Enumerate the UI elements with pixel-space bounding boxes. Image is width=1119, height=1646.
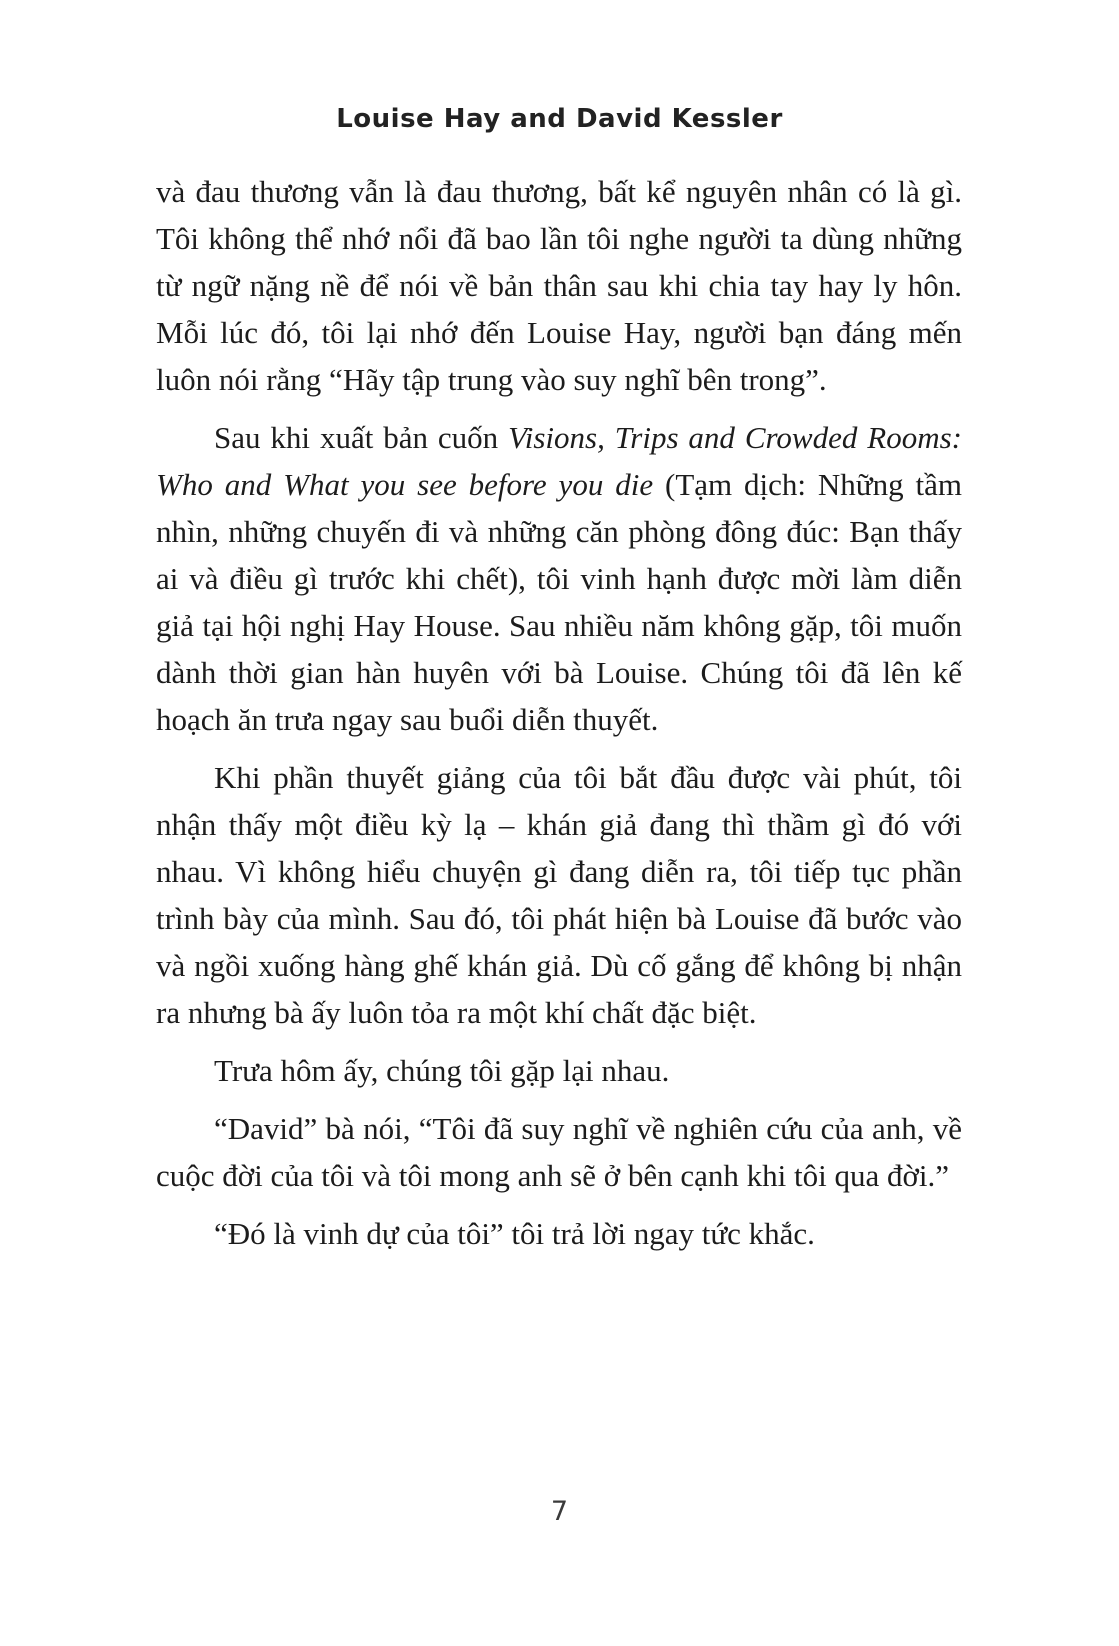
paragraph-2-lead: Sau khi xuất bản cuốn	[214, 420, 509, 455]
paragraph-2	[156, 414, 962, 743]
running-header: Louise Hay and David Kessler	[336, 104, 783, 134]
page-body	[156, 168, 962, 1268]
paragraph-4: Trưa hôm ấy, chúng tôi gặp lại nhau.	[214, 1053, 670, 1088]
paragraph-1: và đau thương vẫn là đau thương, bất kể nguyên nhân có là gì. Tôi không thể nhớ nổi đã bao lần tôi nghe người ta dùng những từ ngữ nặng nề để nói về bản thân sau khi chia tay hay ly hôn. Mỗi lúc đó, tôi lại nhớ đến Louise Hay, người bạn đáng mến luôn nói rằng “Hãy tập trung vào suy nghĩ bên trong”.	[156, 174, 962, 397]
page-number: 7	[550, 1496, 569, 1527]
book-title-italic: Visions, Trips and Crowded Rooms: Who and What you see before you die	[156, 420, 962, 502]
paragraph-2-rest: (Tạm dịch: Những tầm nhìn, những chuyến đi và những căn phòng đông đúc: Bạn thấy ai và điều gì trước khi chết), tôi vinh hạnh được mời làm diễn giả tại hội nghị Hay House. Sau nhiều năm không gặp, tôi muốn dành thời gian hàn huyên với bà Louise. Chúng tôi đã lên kế hoạch ăn trưa ngay sau buổi diễn thuyết.	[156, 467, 962, 737]
paragraph-6: “Đó là vinh dự của tôi” tôi trả lời ngay tức khắc.	[214, 1216, 815, 1251]
paragraph-3: Khi phần thuyết giảng của tôi bắt đầu được vài phút, tôi nhận thấy một điều kỳ lạ – khán giả đang thì thầm gì đó với nhau. Vì không hiểu chuyện gì đang diễn ra, tôi tiếp tục phần trình bày của mình. Sau đó, tôi phát hiện bà Louise đã bước vào và ngồi xuống hàng ghế khán giả. Dù cố gắng để không bị nhận ra nhưng bà ấy luôn tỏa ra một khí chất đặc biệt.	[156, 760, 962, 1030]
paragraph-5: “David” bà nói, “Tôi đã suy nghĩ về nghiên cứu của anh, về cuộc đời của tôi và tôi mong anh sẽ ở bên cạnh khi tôi qua đời.”	[156, 1111, 962, 1193]
